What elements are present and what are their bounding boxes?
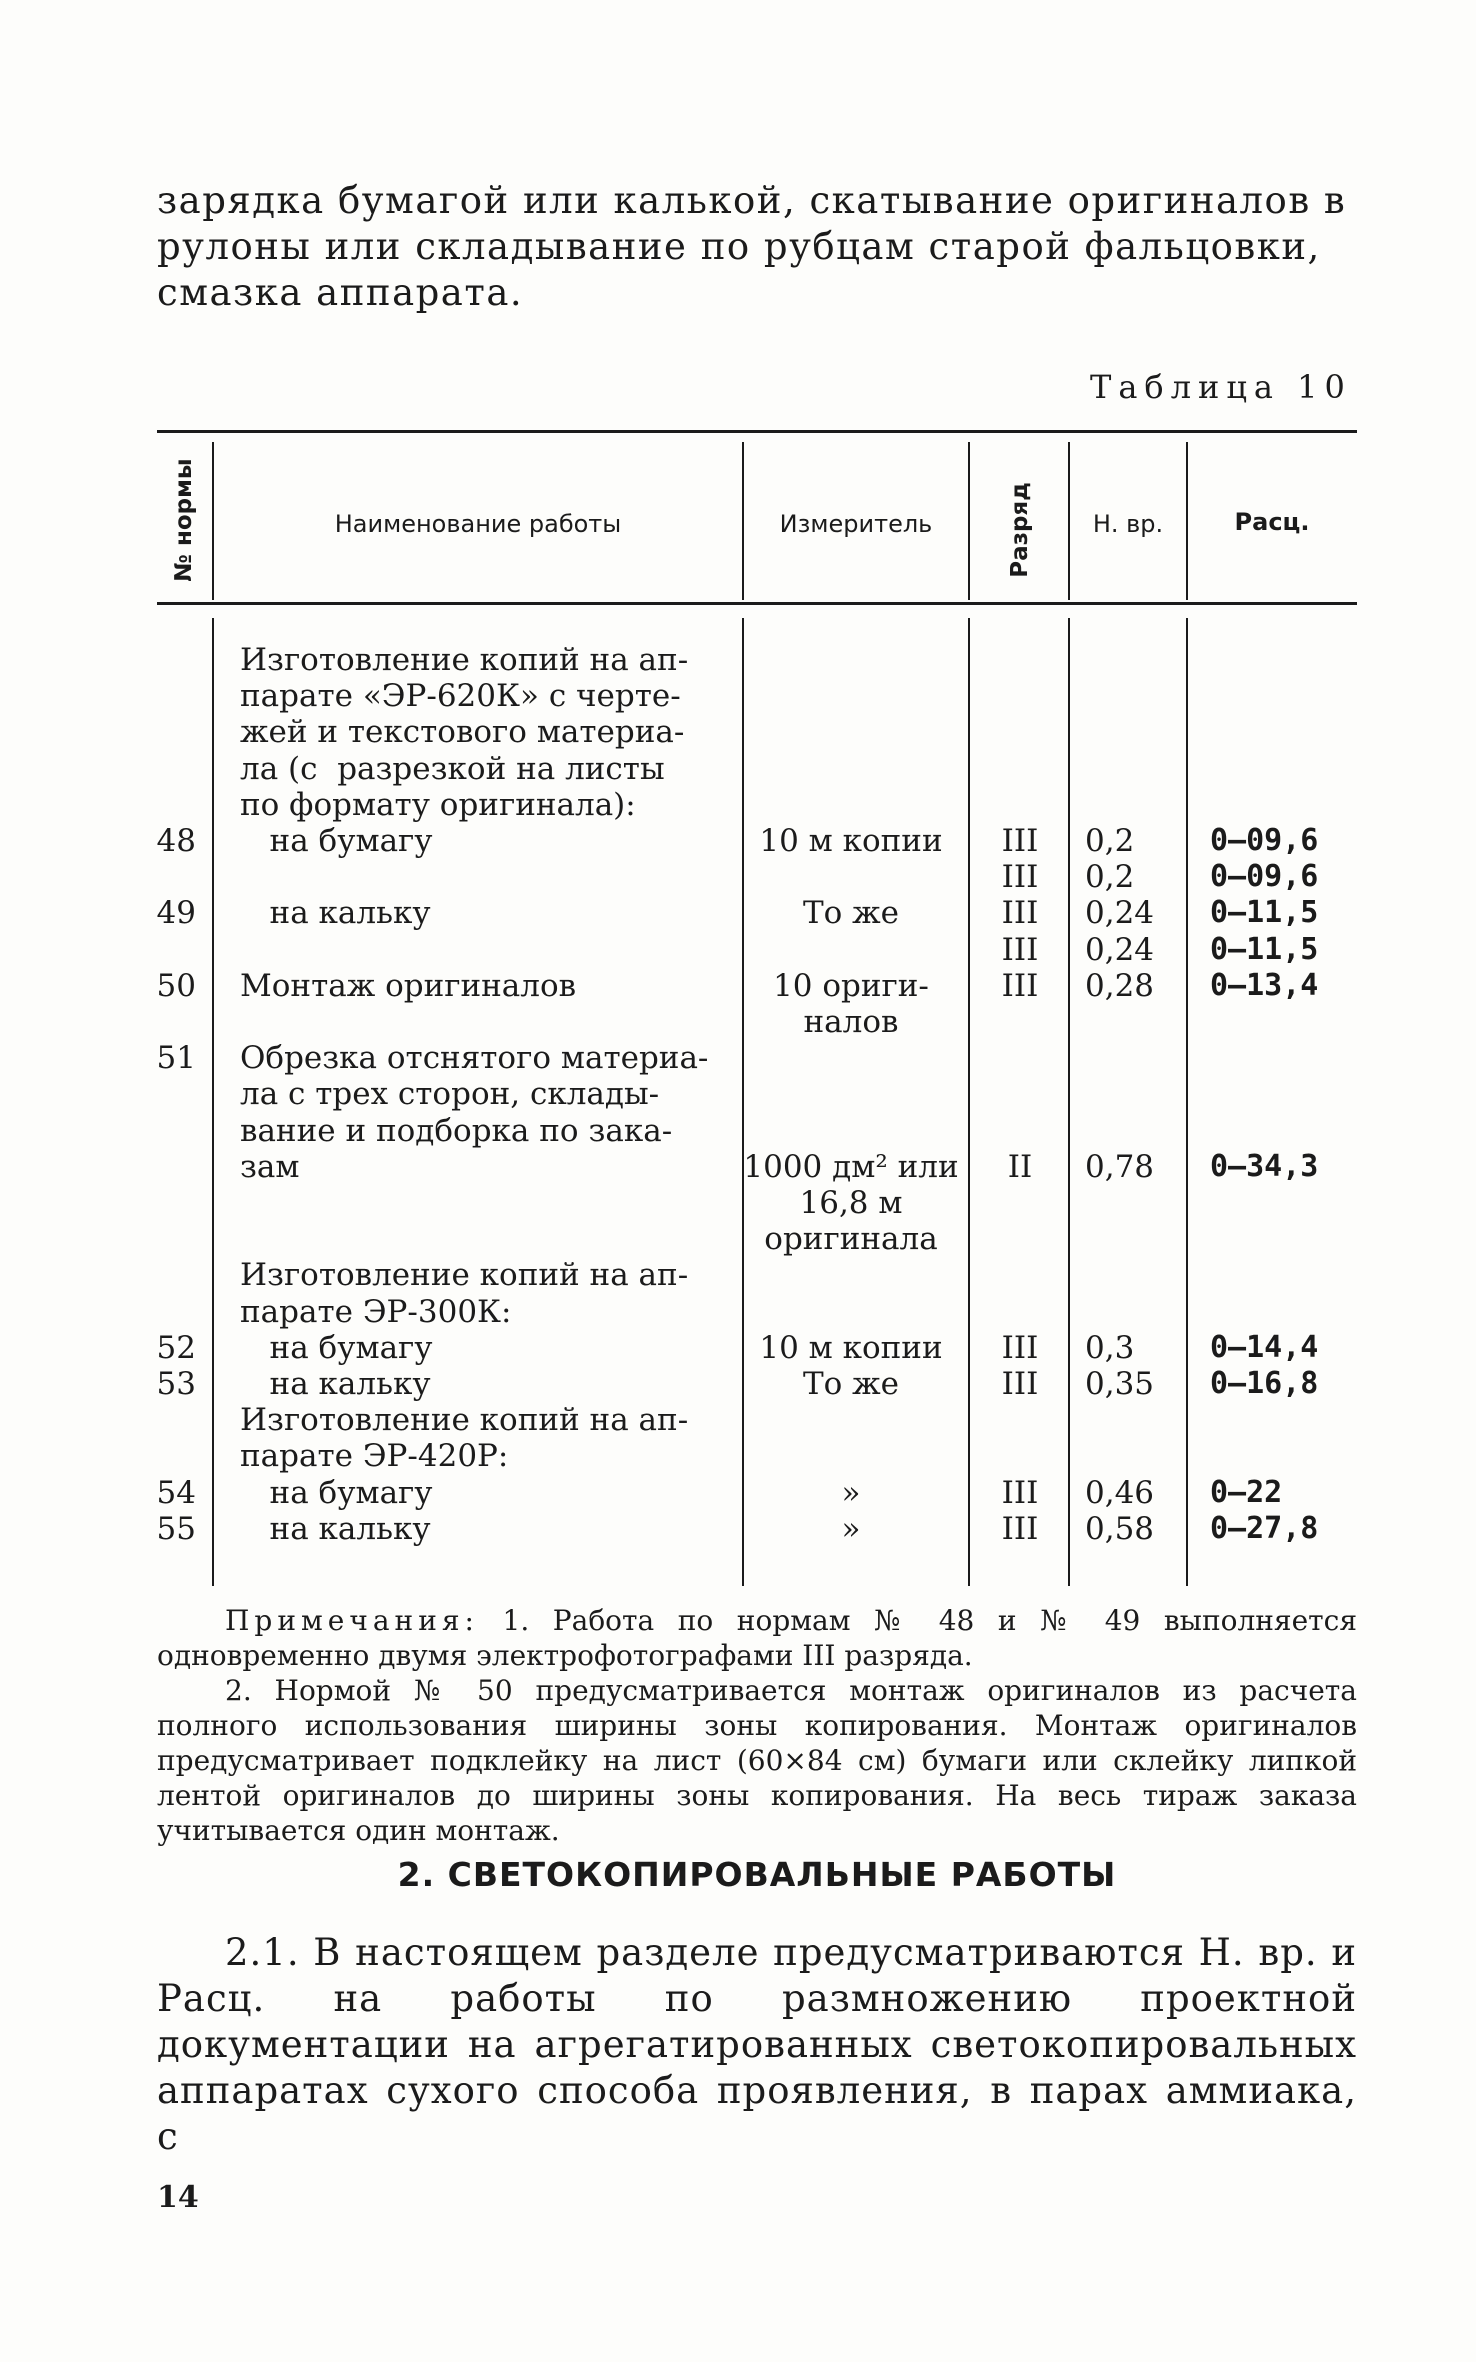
cell-grade: III: [1001, 1330, 1039, 1366]
table-notes: [157, 1603, 1357, 1848]
cell-work-name: на кальку: [240, 1511, 431, 1547]
cell-time-norm: 0,2: [1085, 823, 1135, 859]
cell-unit-measure: То же: [802, 1366, 900, 1402]
cell-work-name: ла (с разрезкой на листы: [240, 751, 665, 787]
cell-time-norm: 0,24: [1085, 895, 1155, 931]
cell-unit-measure: налов: [803, 1004, 899, 1040]
cell-grade: II: [1007, 1149, 1033, 1185]
page-number: 14: [157, 2180, 199, 2215]
cell-work-name: на бумагу: [240, 1330, 433, 1366]
cell-unit-measure: 1000 дм² или: [743, 1149, 959, 1185]
cell-time-norm: 0,58: [1085, 1511, 1155, 1547]
cell-grade: III: [1001, 895, 1039, 931]
cell-time-norm: 0,24: [1085, 932, 1155, 968]
cell-norm-number: 48: [156, 823, 196, 859]
note-1: [157, 1603, 1357, 1673]
cell-grade: III: [1001, 968, 1039, 1004]
header-norm-no: № нормы: [171, 458, 197, 582]
cell-grade: III: [1001, 1511, 1039, 1547]
body-divider: [1068, 618, 1070, 1586]
cell-norm-number: 50: [156, 968, 196, 1004]
section-paragraph: [157, 1930, 1357, 2160]
section-title: 2. СВЕТОКОПИРОВАЛЬНЫЕ РАБОТЫ: [397, 1855, 1117, 1894]
cell-time-norm: 0,28: [1085, 968, 1155, 1004]
cell-work-name: парате «ЭР-620К» с черте-: [240, 678, 681, 714]
cell-work-name: парате ЭР-420Р:: [240, 1438, 509, 1474]
cell-rate-value: 0—22: [1210, 1475, 1283, 1510]
table-header-rule: [157, 602, 1357, 605]
cell-work-name: парате ЭР-300К:: [240, 1294, 512, 1330]
cell-unit-measure: 10 ориги-: [773, 968, 929, 1004]
cell-work-name: Изготовление копий на ап-: [240, 642, 689, 678]
cell-unit-measure: 10 м копии: [759, 823, 943, 859]
cell-work-name: Изготовление копий на ап-: [240, 1402, 689, 1438]
cell-norm-number: 55: [156, 1511, 196, 1547]
body-divider: [1186, 618, 1188, 1586]
header-unit: Измеритель: [779, 510, 933, 538]
cell-time-norm: 0,78: [1085, 1149, 1155, 1185]
notes-label: Примечания:: [225, 1604, 479, 1637]
cell-rate-value: 0—14,4: [1210, 1330, 1319, 1365]
cell-rate-value: 0—09,6: [1210, 823, 1319, 858]
cell-norm-number: 51: [156, 1040, 196, 1076]
cell-unit-measure: 16,8 м: [799, 1185, 903, 1221]
cell-unit-measure: То же: [802, 895, 900, 931]
header-rate: Расц.: [1234, 508, 1310, 536]
cell-grade: III: [1001, 1475, 1039, 1511]
cell-work-name: зам: [240, 1149, 300, 1185]
cell-work-name: Обрезка отснятого материа-: [240, 1040, 709, 1076]
section-paragraph-text: 2.1. В настоящем разделе предусматриваются Н. вр. и Расц. на работы по размножению проектной документации на агрегатированных светокопировальных аппаратах сухого способа проявления, в парах аммиака, с: [157, 1931, 1357, 2158]
body-divider: [742, 618, 744, 1586]
cell-unit-measure: 10 м копии: [759, 1330, 943, 1366]
cell-grade: III: [1001, 932, 1039, 968]
cell-grade: III: [1001, 859, 1039, 895]
cell-grade: III: [1001, 823, 1039, 859]
cell-rate-value: 0—11,5: [1210, 895, 1319, 930]
note-1-text: 1. Работа по нормам № 48 и № 49 выполняется одновременно двумя электрофотографами III разряда.: [157, 1604, 1357, 1672]
cell-norm-number: 52: [156, 1330, 196, 1366]
cell-norm-number: 53: [156, 1366, 196, 1402]
cell-work-name: вание и подборка по зака-: [240, 1113, 673, 1149]
cell-work-name: на бумагу: [240, 823, 433, 859]
body-divider: [212, 618, 214, 1586]
cell-work-name: на кальку: [240, 1366, 431, 1402]
header-name: Наименование работы: [334, 510, 622, 538]
cell-rate-value: 0—27,8: [1210, 1511, 1319, 1546]
cell-grade: III: [1001, 1366, 1039, 1402]
cell-work-name: Монтаж оригиналов: [240, 968, 577, 1004]
cell-time-norm: 0,3: [1085, 1330, 1135, 1366]
intro-paragraph: зарядка бумагой или калькой, скатывание оригиналов в рулоны или складывание по рубцам старой фальцовки, смазка аппарата.: [157, 179, 1347, 314]
cell-work-name: ла с трех сторон, склады-: [240, 1076, 660, 1112]
cell-time-norm: 0,35: [1085, 1366, 1155, 1402]
table-caption: Таблица 10: [1090, 368, 1352, 406]
cell-norm-number: 49: [156, 895, 196, 931]
cell-work-name: на кальку: [240, 895, 431, 931]
header-time: Н. вр.: [1092, 510, 1164, 538]
body-divider: [968, 618, 970, 1586]
cell-unit-measure: »: [841, 1475, 861, 1511]
cell-work-name: жей и текстового материа-: [240, 714, 685, 750]
note-2: 2. Нормой № 50 предусматривается монтаж оригиналов из расчета полного использования ширины зоны копирования. Монтаж оригиналов предусматривает подклейку на лист (60×84 см) бумаги или склейку липкой лентой оригиналов до ширины зоны копирования. На весь тираж заказа учитывается один монтаж.: [157, 1674, 1357, 1847]
cell-rate-value: 0—16,8: [1210, 1366, 1319, 1401]
header-grade: Разряд: [1007, 482, 1033, 578]
table-top-rule: [157, 430, 1357, 433]
header-divider: [968, 442, 970, 600]
cell-rate-value: 0—11,5: [1210, 932, 1319, 967]
cell-rate-value: 0—34,3: [1210, 1149, 1319, 1184]
cell-norm-number: 54: [156, 1475, 196, 1511]
cell-rate-value: 0—09,6: [1210, 859, 1319, 894]
cell-time-norm: 0,46: [1085, 1475, 1155, 1511]
cell-rate-value: 0—13,4: [1210, 968, 1319, 1003]
cell-unit-measure: оригинала: [764, 1221, 938, 1257]
cell-unit-measure: »: [841, 1511, 861, 1547]
cell-work-name: по формату оригинала):: [240, 787, 636, 823]
cell-time-norm: 0,2: [1085, 859, 1135, 895]
cell-work-name: Изготовление копий на ап-: [240, 1257, 689, 1293]
cell-work-name: на бумагу: [240, 1475, 433, 1511]
